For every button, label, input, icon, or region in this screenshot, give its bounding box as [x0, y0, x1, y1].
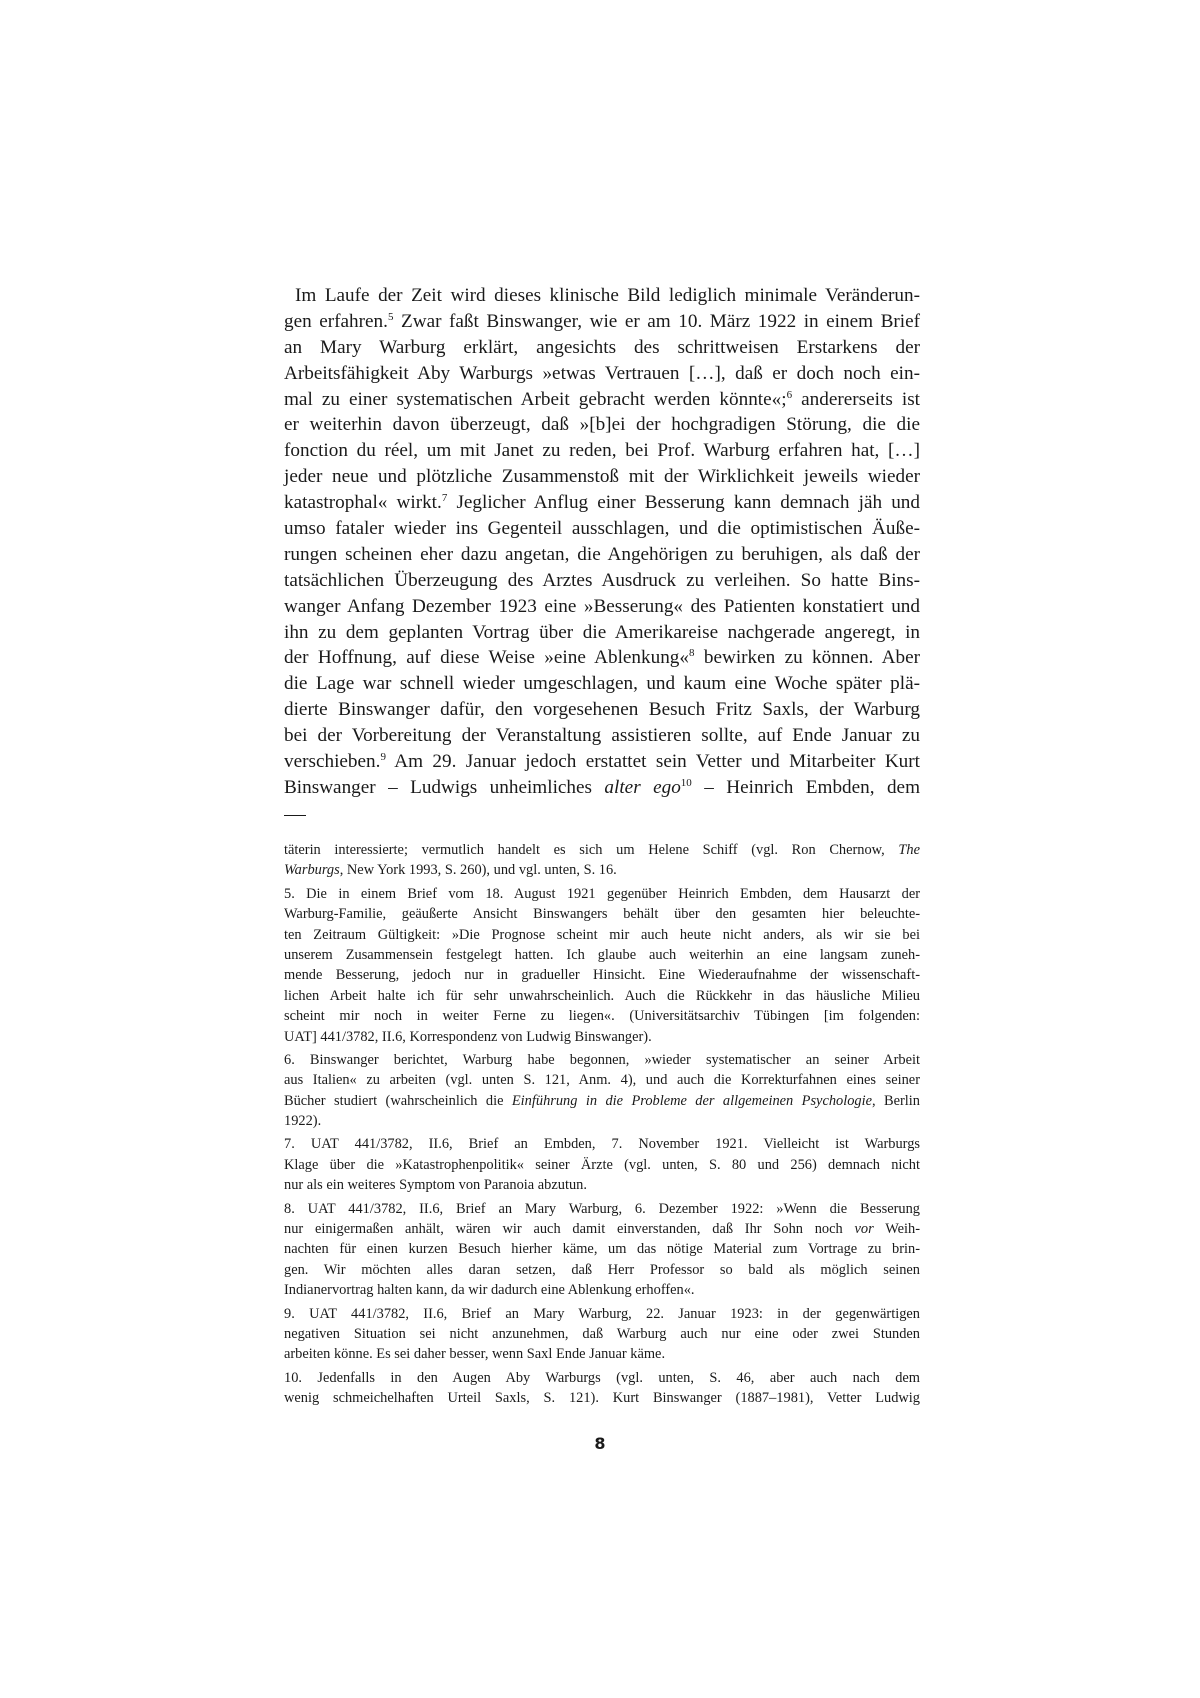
footnote-5: 5. Die in einem Brief vom 18. August 1921 gegenüber Heinrich Embden, dem Hausarzt der	[284, 885, 920, 902]
text-line: gen erfahren.$^5$ Zwar faßt Binswanger, wie er am 10. März 1922 in einem Brief	[284, 310, 921, 332]
footnote-line: Klage über die »Katastrophenpolitik« seiner Ärzte (vgl. unten, S. 80 und 256) demnach nicht	[284, 1156, 920, 1173]
text-line: die Lage war schnell wieder umgeschlagen, und kaum eine Woche später plä-	[284, 673, 920, 695]
footnote-line: gen. Wir möchten alles daran setzen, daß Herr Professor so bald als möglich seinen	[284, 1261, 920, 1278]
footnote-line: mende Besserung, jedoch nur in gradueller Hinsicht. Eine Wiederaufnahme der wissenschaft-	[284, 967, 920, 984]
footnote-line: unserem Zusammensein festgelegt hatten. Ich glaube auch weiterhin an eine langsam zuneh-	[284, 946, 920, 963]
text-line: jeder neue und plötzliche Zusammenstoß mit der Wirklichkeit jeweils wieder	[284, 466, 920, 488]
footnote-line: ten Zeitraum Gültigkeit: »Die Prognose scheint mir auch heute nicht anders, als wir sie bei	[284, 926, 920, 943]
footnote-line: wenig schmeichelhaften Urteil Saxls, S. 121). Kurt Binswanger (1887–1981), Vetter Ludwig	[284, 1390, 920, 1407]
text-line: katastrophal« wirkt.$^7$ Jeglicher Anflug einer Besserung kann demnach jäh und	[284, 492, 920, 514]
footnote-line: Warburgs, New York 1993, S. 260), und vgl. unten, S. 16.	[284, 862, 617, 879]
footnote-7: 7. UAT 441/3782, II.6, Brief an Embden, 7. November 1921. Vielleicht ist Warburgs	[284, 1136, 920, 1153]
footnote-8: 8. UAT 441/3782, II.6, Brief an Mary Warburg, 6. Dezember 1922: »Wenn die Besserung	[284, 1200, 920, 1217]
text-line: Im Laufe der Zeit wird dieses klinische Bild lediglich minimale Veränderun-	[295, 285, 920, 306]
footnote-line: UAT] 441/3782, II.6, Korrespondenz von Ludwig Binswanger).	[284, 1028, 652, 1045]
text-line: tatsächlichen Überzeugung des Arztes Ausdruck zu verleihen. So hatte Bins-	[284, 569, 920, 591]
footnote-ref[interactable]: 8	[689, 647, 695, 660]
text-line: an Mary Warburg erklärt, angesichts des schrittweisen Erstarkens der	[284, 336, 920, 358]
footnote-line: arbeiten könne. Es sei daher besser, wenn Saxl Ende Januar käme.	[284, 1346, 666, 1363]
footnote-line: nachten für einen kurzen Besuch hierher käme, um das nötige Material zum Vortrage zu brin-	[284, 1241, 920, 1258]
footnote-line: nur als ein weiteres Symptom von Paranoia abzutun.	[284, 1177, 587, 1194]
footnote-line: Indianervortrag halten kann, da wir dadurch eine Ablenkung erhoffen«.	[284, 1282, 695, 1299]
footnote-6: 6. Binswanger berichtet, Warburg habe begonnen, »wieder systematischer an seiner Arbeit	[284, 1051, 920, 1068]
text-line: ihn zu dem geplanten Vortrag über die Amerikareise nachgerade angeregt, in	[284, 621, 920, 643]
footnote-line: 1922).	[284, 1113, 322, 1130]
text-line: er weiterhin davon überzeugt, daß »[b]ei der hochgradigen Störung, die die	[284, 414, 920, 436]
footnote-ref[interactable]: 9	[380, 751, 386, 764]
text-line: umso fataler wieder ins Gegenteil ausschlagen, und die optimistischen Äuße-	[284, 518, 920, 540]
footnote-ref[interactable]: 6	[786, 388, 793, 401]
text-line: fonction du réel, um mit Janet zu reden, bei Prof. Warburg erfahren hat, […]	[284, 440, 920, 462]
text-line: mal zu einer systematischen Arbeit gebracht werden könnte«;$^6$ andererseits ist	[284, 388, 920, 410]
footnote-ref[interactable]: 7	[441, 492, 448, 505]
footnote-line: Warburg-Familie, geäußerte Ansicht Binswangers behält über den gesamten hier beleuchte-	[284, 906, 920, 923]
text-line: dierte Binswanger dafür, den vorgesehenen Besuch Fritz Saxls, der Warburg	[284, 699, 920, 721]
footnote-line: negativen Situation sei nicht anzunehmen, daß Warburg auch nur eine oder zwei Stunden	[284, 1325, 920, 1342]
text-line: Arbeitsfähigkeit Aby Warburgs »etwas Vertrauen […], daß er doch noch ein-	[284, 362, 920, 384]
text-line: bei der Vorbereitung der Veranstaltung assistieren sollte, auf Ende Januar zu	[284, 725, 920, 747]
footnote-line: täterin interessierte; vermutlich handelt es sich um Helene Schiff (vgl. Ron Chernow, The	[284, 842, 920, 858]
footnotes	[284, 840, 920, 1409]
footnote-9: 9. UAT 441/3782, II.6, Brief an Mary Warburg, 22. Januar 1923: in der gegenwärtigen	[284, 1305, 920, 1322]
text-line: verschieben.$^9$ Am 29. Januar jedoch erstattet sein Vetter und Mitarbeiter Kurt	[284, 751, 920, 773]
text-line: rungen scheinen eher dazu angetan, die Angehörigen zu beruhigen, als daß der	[284, 543, 920, 565]
footnote-line: aus Italien« zu arbeiten (vgl. unten S. 121, Anm. 4), und auch die Korrekturfahnen eines seiner	[284, 1072, 920, 1089]
footnote-line: scheint mir noch in weiter Ferne zu liegen«. (Universitätsarchiv Tübingen [im folgenden:	[284, 1008, 920, 1025]
footnote-line: lichen Arbeit halte ich für sehr unwahrscheinlich. Auch die Rückkehr in das häusliche Milieu	[284, 987, 920, 1004]
footnote-10: 10. Jedenfalls in den Augen Aby Warburgs (vgl. unten, S. 46, aber auch nach dem	[284, 1369, 920, 1386]
footnote-ref[interactable]: 5	[387, 310, 394, 323]
footnote-line: Bücher studiert (wahrscheinlich die Einführung in die Probleme der allgemeinen Psychologie, Berlin	[284, 1092, 920, 1109]
text-line: der Hoffnung, auf diese Weise »eine Ablenkung«$^8$ bewirken zu können. Aber	[284, 647, 920, 669]
footnote-line: nur einigermaßen anhält, wären wir auch damit einverstanden, daß Ihr Sohn noch vor Weih-	[284, 1221, 920, 1238]
main-text	[284, 283, 920, 801]
text-line: Binswanger – Ludwigs unheimliches alter ego$^{10}$ – Heinrich Embden, dem	[284, 776, 920, 798]
text-line: wanger Anfang Dezember 1923 eine »Besserung« des Patienten konstatiert und	[284, 595, 920, 617]
footnote-separator	[284, 815, 306, 816]
page-number: 8	[594, 1434, 606, 1453]
footnote-ref[interactable]: 10	[680, 776, 692, 789]
